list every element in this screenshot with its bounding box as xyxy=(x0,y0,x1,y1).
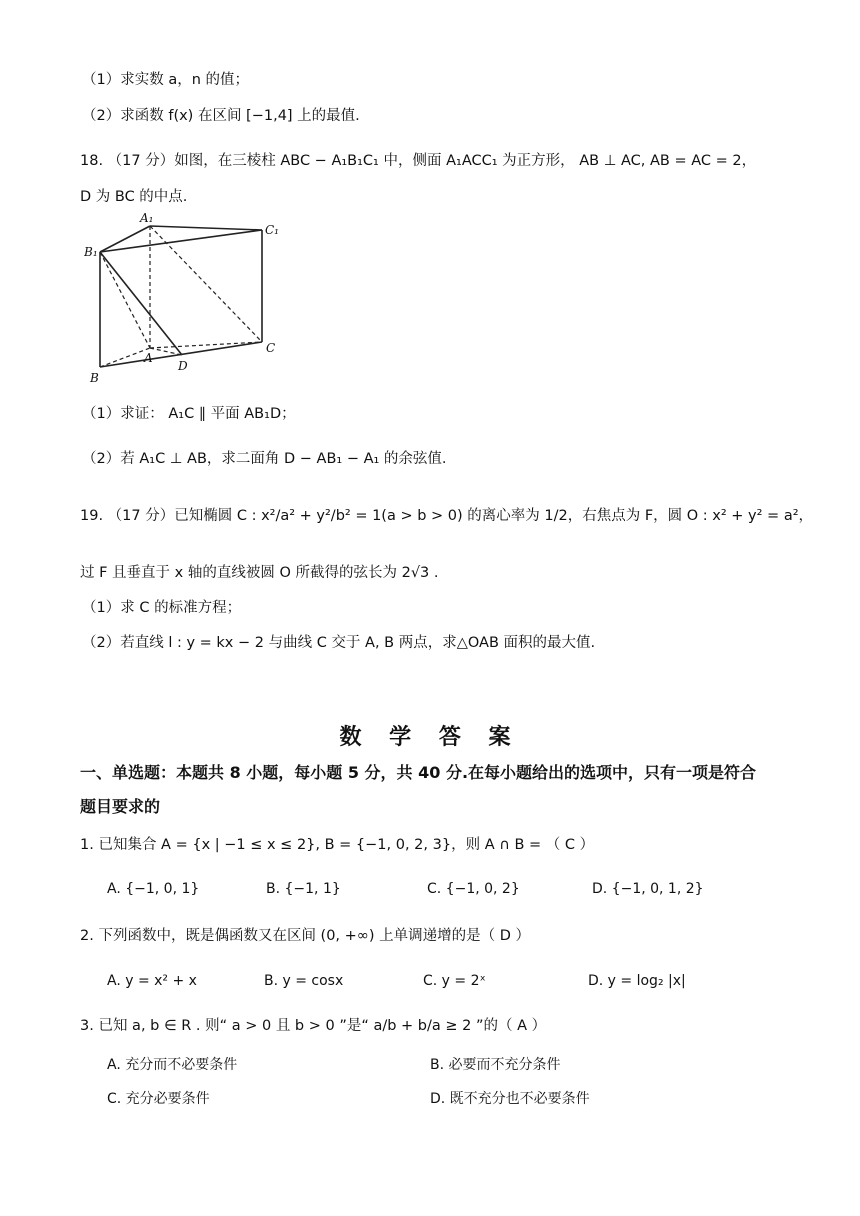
q17-part1: （1）求实数 a，n 的值； xyxy=(82,72,250,88)
section1-heading-line1: 一、单选题：本题共 8 小题，每小题 5 分，共 40 分.在每小题给出的选项中，只有一项是符合 xyxy=(80,763,757,782)
a3-option-b: B. 必要而不充分条件 xyxy=(430,1057,561,1073)
label-A1: A₁ xyxy=(140,212,154,225)
section1-heading-line2: 题目要求的 xyxy=(80,797,161,816)
label-A: A xyxy=(144,351,153,365)
label-D: D xyxy=(178,359,188,373)
q18-stem-line1: 18. （17 分）如图，在三棱柱 ABC − A₁B₁C₁ 中，侧面 A₁ACC₁ 为正方形， AB ⊥ AC, AB = AC = 2， xyxy=(80,153,757,169)
a2-stem: 2. 下列函数中，既是偶函数又在区间 (0, +∞) 上单调递增的是（ D ） xyxy=(80,928,531,944)
a2-option-c: C. y = 2ˣ xyxy=(423,973,486,989)
a3-option-a: A. 充分而不必要条件 xyxy=(107,1057,238,1073)
label-B1: B₁ xyxy=(84,245,98,259)
a1-option-b: B. {−1, 1} xyxy=(266,881,341,897)
label-C1: C₁ xyxy=(265,223,279,237)
prism-figure xyxy=(84,212,294,387)
a2-option-b: B. y = cosx xyxy=(264,973,344,989)
a3-option-c: C. 充分必要条件 xyxy=(107,1091,210,1107)
q18-part1: （1）求证： A₁C ∥ 平面 AB₁D； xyxy=(82,406,296,422)
q19-part2: （2）若直线 l : y = kx − 2 与曲线 C 交于 A, B 两点，求△OAB 面积的最大值. xyxy=(82,635,596,651)
a3-option-d: D. 既不充分也不必要条件 xyxy=(430,1091,590,1107)
q19-part1: （1）求 C 的标准方程； xyxy=(82,600,242,616)
a1-stem: 1. 已知集合 A = {x | −1 ≤ x ≤ 2}, B = {−1, 0, 2, 3}，则 A ∩ B = （ C ） xyxy=(80,837,595,853)
q19-stem-line1: 19. （17 分）已知椭圆 C : x²/a² + y²/b² = 1(a > b > 0) 的离心率为 1/2，右焦点为 F，圆 O : x² + y² = a²， xyxy=(80,508,814,524)
q17-part2: （2）求函数 f(x) 在区间 [−1,4] 上的最值. xyxy=(82,108,360,124)
q18-part2: （2）若 A₁C ⊥ AB，求二面角 D − AB₁ − A₁ 的余弦值. xyxy=(82,451,447,467)
a1-option-d: D. {−1, 0, 1, 2} xyxy=(592,881,704,897)
a2-option-d: D. y = log₂ |x| xyxy=(588,973,686,989)
q18-stem-line2: D 为 BC 的中点. xyxy=(80,189,188,205)
a3-stem: 3. 已知 a, b ∈ R . 则“ a > 0 且 b > 0 ”是“ a/b + b/a ≥ 2 ”的（ A ） xyxy=(80,1018,547,1034)
label-B: B xyxy=(90,371,99,385)
label-C: C xyxy=(266,341,276,355)
answer-title: 数 学 答 案 xyxy=(339,725,521,750)
q19-stem-line2: 过 F 且垂直于 x 轴的直线被圆 O 所截得的弦长为 2√3 . xyxy=(80,565,439,581)
a2-option-a: A. y = x² + x xyxy=(107,973,197,989)
a1-option-c: C. {−1, 0, 2} xyxy=(427,881,520,897)
a1-option-a: A. {−1, 0, 1} xyxy=(107,881,200,897)
